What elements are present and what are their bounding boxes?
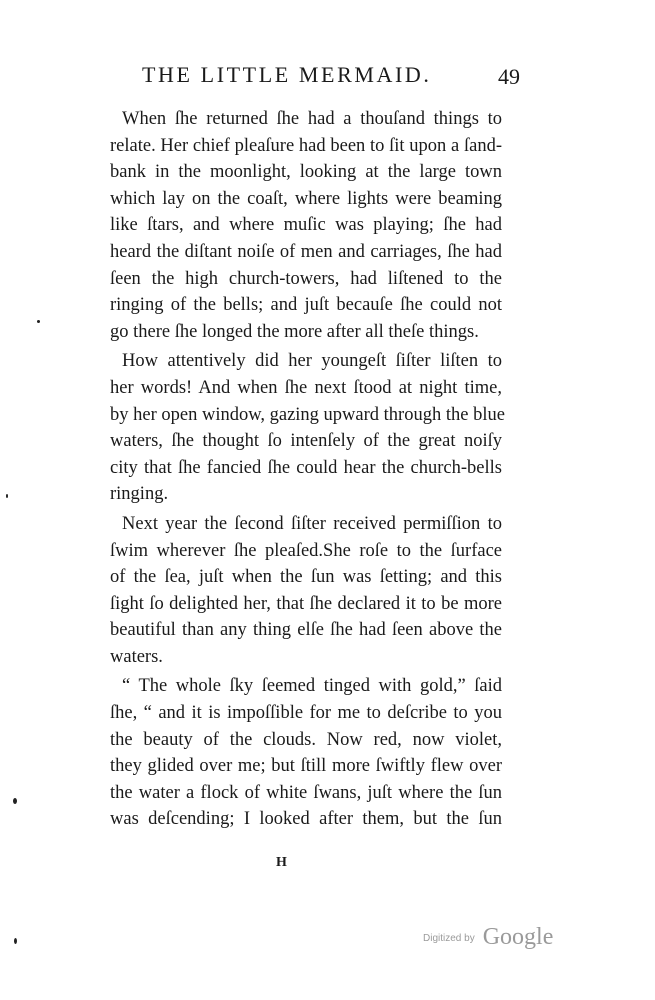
text-line: the water a flock of white ſwans, juſt where the ſun — [110, 782, 502, 803]
text-line: of the ſea, juſt when the ſun was ſetting; and this — [110, 567, 502, 588]
text-line: the beauty of the clouds. Now red, now violet, — [110, 729, 502, 750]
text-line: waters, ſhe thought ſo intenſely of the great noiſy — [110, 431, 502, 452]
text-line: ſeen the high church-towers, had liſtened to the — [110, 268, 502, 289]
signature-mark: H — [276, 855, 287, 870]
text-line: which lay on the coaſt, where lights were beaming — [110, 188, 502, 209]
text-line: ringing of the bells; and juſt becauſe ſhe could not — [110, 295, 502, 316]
text-line: heard the diſtant noiſe of men and carriages, ſhe had — [110, 241, 502, 262]
paragraph-3 — [110, 511, 502, 671]
paragraph-2 — [110, 348, 505, 508]
text-line: Next year the ſecond ſiſter received permiſſion to — [122, 513, 502, 534]
text-line: ſhe, “ and it is impoſſible for me to deſcribe to you — [110, 703, 502, 724]
text-line: waters. — [110, 646, 163, 667]
text-line: ringing. — [110, 484, 169, 505]
text-line: was deſcending; I looked after them, but the ſun — [110, 809, 502, 830]
text-line: How attentively did her youngeſt ſiſter liſten to — [122, 351, 502, 372]
text-line: ſwim wherever ſhe pleaſed.She roſe to the ſurface — [110, 540, 502, 561]
digitized-by-label: Digitized by — [423, 933, 475, 944]
paragraph-4 — [110, 673, 502, 833]
text-line: “ The whole ſky ſeemed tinged with gold,” ſaid — [122, 676, 502, 697]
text-line: like ſtars, and where muſic was playing; ſhe had — [110, 215, 502, 236]
text-line: go there ſhe longed the more after all theſe things. — [110, 321, 479, 342]
running-title: THE LITTLE MERMAID. — [142, 62, 432, 87]
paragraph-1 — [110, 106, 502, 345]
text-line: ſight ſo delighted her, that ſhe declared it to be more — [110, 593, 502, 614]
text-line: they glided over me; but ſtill more ſwiftly flew over — [110, 756, 502, 777]
text-line: bank in the moonlight, looking at the large town — [110, 162, 502, 183]
text-line: When ſhe returned ſhe had a thouſand things to — [122, 109, 502, 129]
google-logo: Google — [482, 924, 554, 950]
scan-speck — [14, 938, 17, 944]
page-number: 49 — [498, 64, 520, 89]
page-header — [120, 60, 520, 100]
text-line: by her open window, gazing upward through the blue — [110, 404, 505, 425]
text-line: her words! And when ſhe next ſtood at night time, — [110, 377, 502, 398]
text-line: city that ſhe fancied ſhe could hear the church-bells — [110, 457, 502, 478]
body-text — [110, 106, 505, 833]
scan-speck — [6, 494, 8, 498]
digitized-watermark — [423, 924, 553, 951]
scan-speck — [37, 320, 40, 323]
text-line: beautiful than any thing elſe ſhe had ſeen above the — [110, 620, 502, 641]
text-line: relate. Her chief pleaſure had been to ſit upon a ſand- — [110, 135, 502, 156]
scan-speck — [13, 798, 17, 804]
